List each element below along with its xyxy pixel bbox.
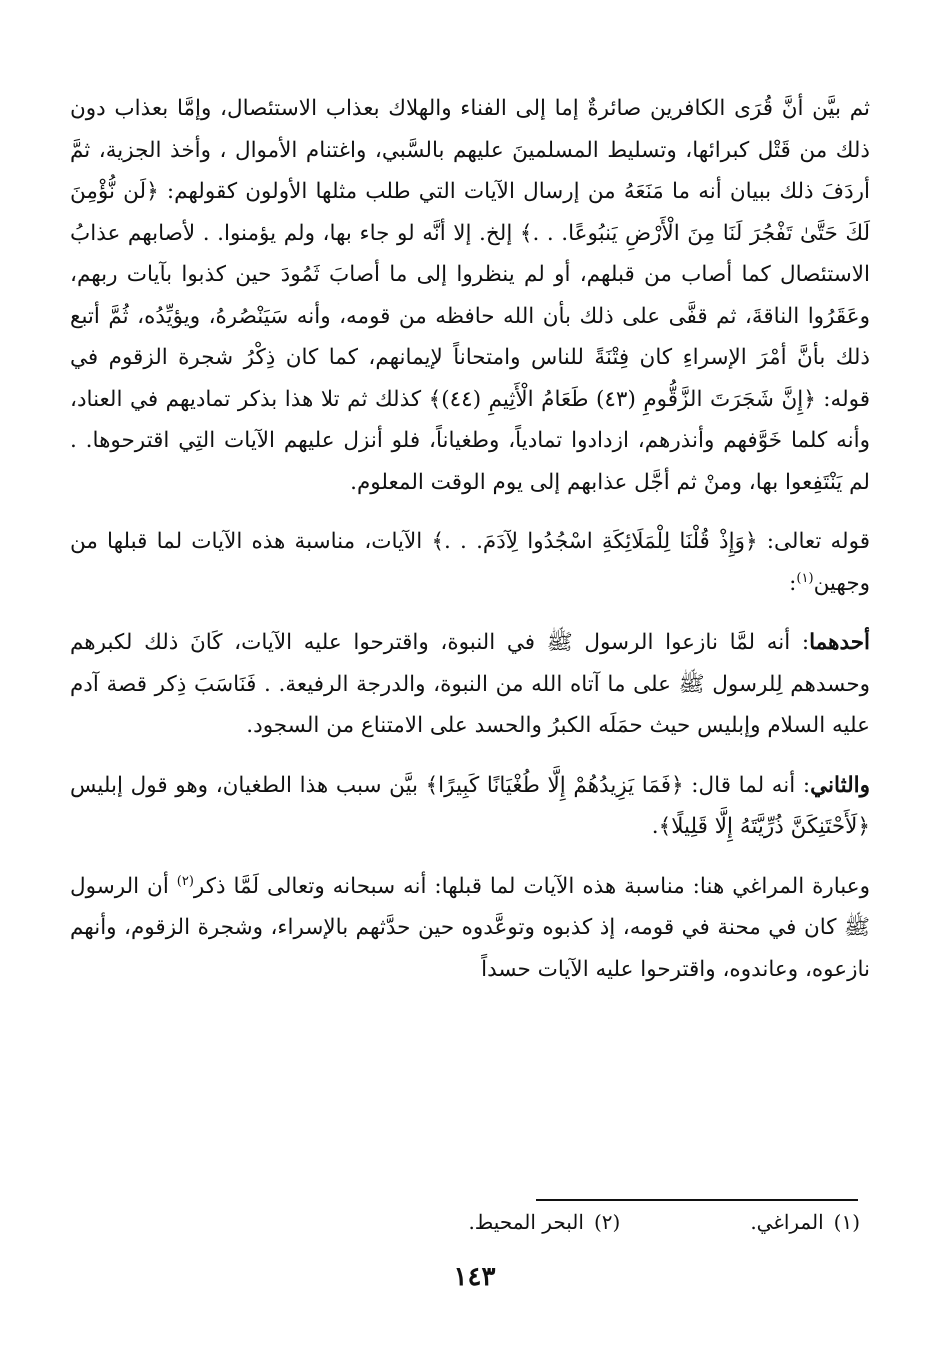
paragraph-2-text: قوله تعالى: ﴿وَإِذْ قُلْنَا لِلْمَلَائِكَةِ اسْجُدُوا لِآدَمَ. . .﴾ الآيات، مناسبة هذه الآيات لما قبلها من وجهين — [70, 529, 870, 596]
paragraph-4 — [70, 765, 870, 848]
footnote-2 — [468, 1210, 620, 1234]
footnote-1-number: (١) — [833, 1210, 860, 1234]
footnote-divider — [536, 1199, 858, 1201]
footnote-1-text: المراغي. — [750, 1210, 824, 1234]
page-body — [70, 88, 870, 990]
paragraph-1: ثم بيَّن أنَّ قُرَى الكافرين صائرةٌ إما إلى الفناء والهلاك بعذاب الاستئصال، وإمَّا بعذاب دون ذلك من قَتْل كبرائها، وتسليط المسلمينَ عليهم بالسَّبي، واغتنام الأموال ، وأخذ الجزية، ثمَّ أردَفَ ذلك ببيان أنه ما مَنَعَهُ من إرسال الآيات التي طلب مثلها الأولون كقولهم: ﴿لَن نُّؤْمِنَ لَكَ حَتَّىٰ تَفْجُرَ لَنَا مِنَ الْأَرْضِ يَنبُوعًا. . .﴾ إلخ. إلا أنَّه لو جاء بها، ولم يؤمنوا. . لأصابهم عذابُ الاستئصال كما أصاب من قبلهم، أو لم ينظروا إلى ما أصابَ ثَمُودَ حين كذبوا بآيات ربهم، وعَقَرُوا الناقةَ، ثم قفَّى على ذلك بأن الله حافظه من قومه، وأنه سَيَنْصُرهُ، ويؤيِّدُه، ثُمَّ أتبع ذلك بأنَّ أمْرَ الإسراءِ كان فِتْنَةً للناس وامتحاناً لإيمانهم، كما كان ذِكْرُ شجرة الزقوم في قوله: ﴿إِنَّ شَجَرَتَ الزَّقُّومِ (٤٣) طَعَامُ الْأَثِيمِ (٤٤)﴾ كذلك ثم تلا هذا بذكر تماديهم في العناد، وأنه كلما خَوَّفهم وأنذرهم، ازدادوا تمادياً، وطغياناً، فلو أنزل عليهم الآيات التِي اقترحوها. . لم يَنْتَفِعوا بها، ومنْ ثم أجَّل عذابهم إلى يوم الوقت المعلوم. — [70, 96, 871, 495]
paragraph-5-start: وعبارة المراغي هنا: مناسبة هذه الآيات لما قبلها: أنه سبحانه وتعالى لَمَّا ذكر — [193, 873, 870, 899]
paragraph-3 — [70, 622, 870, 747]
footnote-ref-2[interactable]: (٢) — [176, 873, 194, 889]
paragraph-4-text: : أنه لما قال: ﴿فَمَا يَزِيدُهُمْ إِلَّا طُغْيَانًا كَبِيرًا﴾ بيَّن سبب هذا الطغيان، وهو قول إبليس ﴿لَأَحْتَنِكَنَّ ذُرِّيَّتَهُ إِلَّا قَلِيلًا﴾. — [70, 772, 870, 839]
footnote-ref-1[interactable]: (١) — [796, 570, 814, 586]
paragraph-5 — [70, 866, 870, 991]
paragraph-2-colon: : — [789, 570, 797, 596]
footnote-2-number: (٢) — [593, 1210, 621, 1234]
paragraph-3-text: : أنه لمَّا نازعوا الرسول ﷺ في النبوة، واقترحوا عليه الآيات، كَانَ ذلك لكبرهم وحسدهم لِلرسول ﷺ على ما آتاه الله من النبوة، والدرجة الرفيعة. . فَنَاسَبَ ذِكر قصة آدم عليه السلام وإبليس حيث حمَلَه الكبرُ والحسد على الامتناع من السجود. — [70, 630, 870, 738]
paragraph-2 — [70, 521, 870, 604]
footnotes — [150, 1210, 860, 1234]
paragraph-3-lead: أحدهما — [809, 630, 870, 655]
paragraph-5-rest: أن الرسول ﷺ كان في محنة في قومه، إذ كذبوه وتوعَّدوه حين حدَّثهم بالإسراء، وشجرة الزقوم، وأنهم نازعوه، وعاندوه، واقترحوا عليه الآيات حسداً — [70, 873, 870, 982]
footnote-1 — [750, 1210, 860, 1234]
footnote-2-text: البحر المحيط. — [468, 1210, 584, 1234]
paragraph-4-lead: والثاني — [810, 772, 870, 798]
page-number: ١٤٣ — [453, 1262, 496, 1292]
